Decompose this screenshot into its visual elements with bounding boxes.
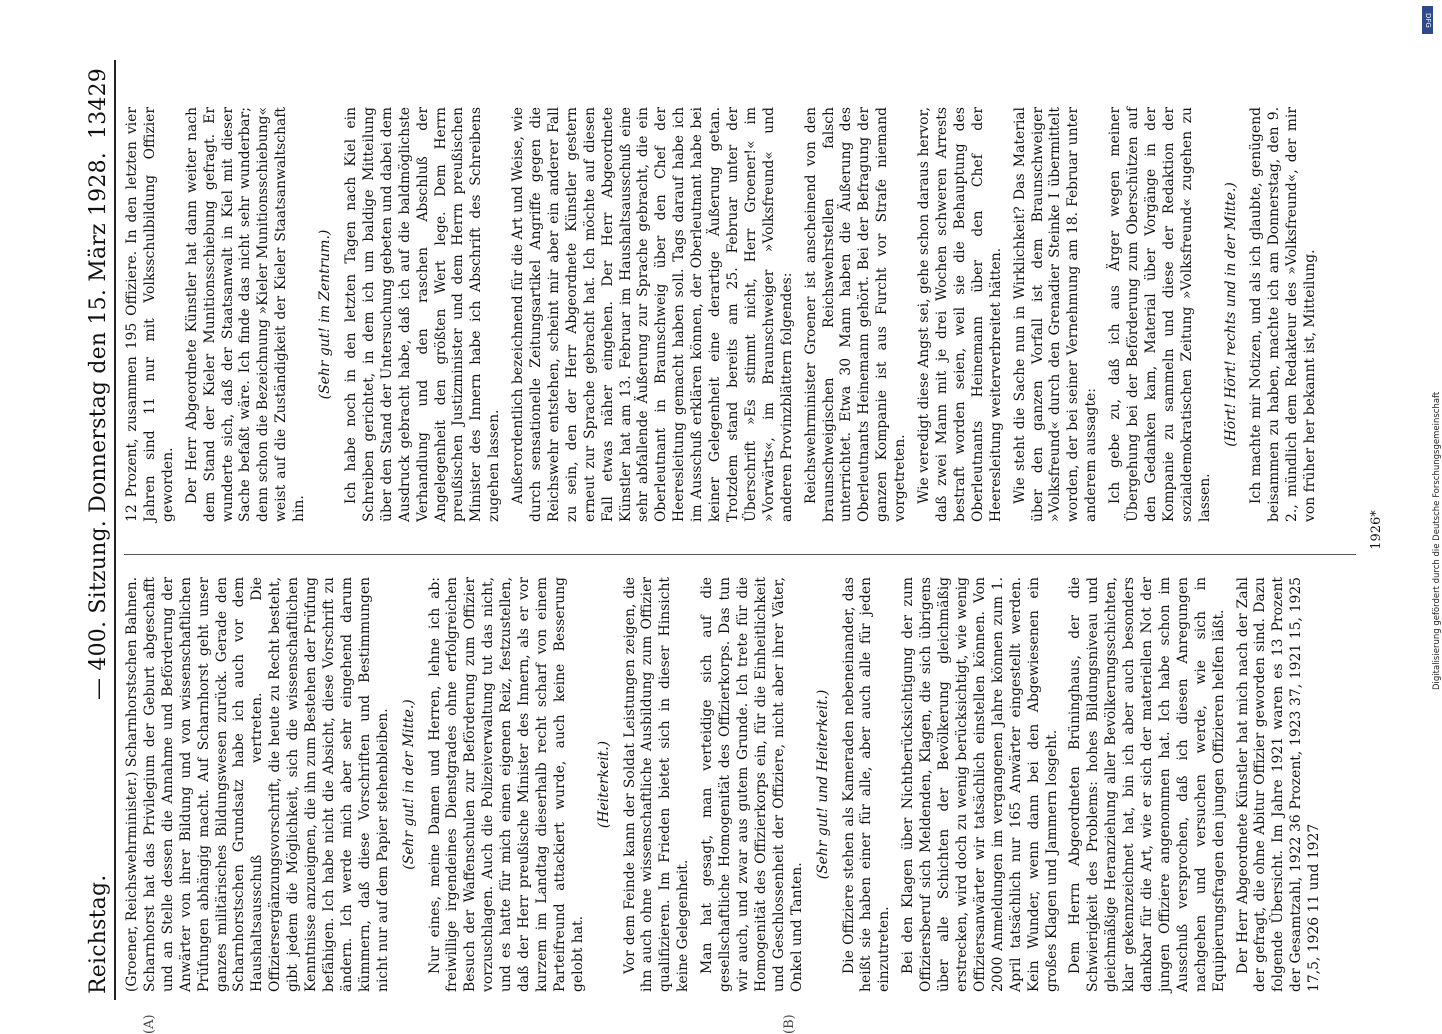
dfg-logo: DFG [1422,6,1433,34]
column-left [124,577,1362,992]
paragraph: Vor dem Feinde kann der Soldat Leistungen zeigen, die ihn auch ohne wissenschaftliche Ausbildung zum Offizier qualifizieren. Im Frieden bietet sich in dieser Hinsicht keine Gelegenheit. [621,577,692,992]
quotation: Reichswehrminister Groener ist anscheinend von den braunschweigischen Reichswehrstellen falsch unterrichtet. Etwa 30 Mann haben die Äußerung des Oberleutnants Heinemann gehört. Bei der Befragung der ganzen Kompanie ist aus Furcht vor Strafe niemand vorgetreten. [802,107,909,522]
page-header [82,60,116,1000]
paragraph: (Groener, Reichswehrminister.) Scharnhorstschen Bahnen. Scharnhorst hat das Privilegium der Geburt abgeschafft und an Stelle dessen die Annahme und Beförderung der Anwärter von ihrer Bildung und von wissenschaftlichen Prüfungen abhängig macht. Auf Scharnhorst geht unser ganzes militärisches Bildungswesen zurück. Gerade den Scharnhorstschen Grundsatz habe ich auch vor dem Haushaltsausschuß vertreten. Die Offiziersergänzungsvorschrift, die heute zu Recht besteht, gibt jedem die Möglichkeit, sich die wissenschaftlichen Kenntnisse anzueignen, die ihn zum Bestehen der Prüfung befähigen. Ich habe nicht die Absicht, diese Vorschrift zu ändern. Ich werde mich aber sehr eingehend darum kümmern, daß diese Vorschriften und Bestimmungen nicht nur auf dem Papier stehenbleiben. [124,577,391,992]
paragraph: Bei den Klagen über Nichtberücksichtigung der zum Offiziersberuf sich Meldenden, Klagen, die sich übrigens über alle Schichten der Bevölkerung gleichmäßig erstrecken, wird doch zu wenig berücksichtigt, wie wenig Offiziersanwärter wir tatsächlich einstellen können. Von 2000 Anmeldungen im vergangenen Jahre können zum 1. April tatsächlich nur 165 Anwärter eingestellt werden. Kein Wunder, wenn dann bei den Abgewiesenen ein großes Klagen und Jammern losgeht. [900,577,1060,992]
header-rule [114,60,116,1000]
quotation: Ich gebe zu, daß ich aus Ärger wegen meiner Übergehung bei der Beförderung zum Oberschützen auf den Gedanken kam, Material über Vorgänge in der Kompanie zu sammeln und diese der Redaktion der sozialdemokratischen Zeitung »Volksfreund« zugehen zu lassen. [1107,107,1213,522]
interjection: (Sehr gut! in der Mitte.) [400,699,417,870]
paragraph: Dem Herrn Abgeordneten Brüninghaus, der die Schwierigkeit des Problems: hohes Bildungsniveau und gleichmäßige Heranziehung aller Bevölkerungsschichten, klar gekennzeichnet hat, bin ich aber auch besonders dankbar für die Art, wie er sich der materiellen Not der jungen Offiziere angenommen hat. Ich habe schon im Ausschuß versprochen, daß ich diesen Anregungen nachgehen und versuchen werde, wie sich in Equipierungsfragen den jungen Offizieren helfen läßt. [1067,577,1227,992]
rotated-page [82,60,1384,1034]
margin-marker-b: (B) [782,1014,797,1034]
header-center: — 400. Sitzung. Donnerstag den 15. März 1928. [86,152,111,700]
quotation: Ich machte mir Notizen, und als ich glaubte, genügend beisammen zu haben, machte ich am Donnerstag, den 9. 2., mündlich dem Redakteur des »Volksfreund«, der mir von früher her bekannt ist, Mitteilung. [1248,107,1319,522]
paragraph: Außerordentlich bezeichnend für die Art und Weise, wie durch sensationelle Zeitungsartikel Angriffe gegen die Reichswehr entstehen, scheint mir aber ein anderer Fall zu sein, den der Herr Abgeordnete Künstler gestern erneut zur Sprache gebracht hat. Ich möchte auf diesen Fall etwas näher eingehen. Der Herr Abgeordnete Künstler hat am 13. Februar im Haushaltsausschuß eine sehr abfallende Äußerung zur Sprache gebracht, die ein Oberleutnant in Braunschweig über den Chef der Heeresleitung gemacht haben soll. Tags darauf habe ich im Ausschuß erklären können, der Oberleutnant habe bei keiner Gelegenheit eine derartige Äußerung getan. Trotzdem stand bereits am 25. Februar unter der Überschrift »Es stimmt nicht, Herr Groener!« im »Vorwärts«, im Braunschweiger »Volksfreund« und anderen Provinzblättern folgendes: [510,107,795,522]
paragraph: Der Herr Abgeordnete Künstler hat dann weiter nach dem Stand der Kieler Munitionsschiebung gefragt. Er wunderte sich, daß der Staatsanwalt in Kiel mit dieser Sache befaßt wäre. Ich finde das nicht sehr wunderbar; denn schon die Bezeichnung »Kieler Munitionsschiebung« weist auf die Zuständigkeit der Kieler Staatsanwaltschaft hin. [183,107,308,522]
credit-text: Digitalisierung gefördert durch die Deutsche Forschungsgemeinschaft [1432,391,1442,690]
interjection: (Heiterkeit.) [595,740,612,829]
page-number: 13429 [86,68,111,139]
paragraph: 12 Prozent, zusammen 195 Offiziere. In den letzten vier Jahren sind 11 nur mit Volksschulbildung Offizier geworden. [124,107,176,522]
paragraph: Nur eines, meine Damen und Herren, lehne ich ab: freiwillige irgendeines Dienstgrades ohne erfolgreichen Besuch der Waffenschulen zur Beförderung zum Offizier vorzuschlagen. Auch die Polizeiverwaltung tut das nicht, und es hatte für mich einen eigenen Reiz, festzustellen, daß der Herr preußische Minister des Innern, als er vor kurzem im Landtag dieserhalb recht scharf von einem Parteifreund attackiert wurde, auch keine Besserung gelobt hat. [426,577,586,992]
margin-marker-a: (A) [142,1014,157,1034]
paragraph: Die Offiziere stehen als Kameraden nebeneinander, das heißt sie haben einer für alle, aber auch alle für jeden einzutreten. [840,577,893,992]
paragraph: Wie steht die Sache nun in Wirklichkeit? Das Material über den ganzen Vorfall ist dem Braunschweiger »Volksfreund« durch den Grenadier Steinke I übermittelt worden, der bei seiner Vernehmung am 18. Februar unter anderem aussagte: [1011,107,1100,522]
paragraph: Ich habe noch in den letzten Tagen nach Kiel ein Schreiben gerichtet, in dem ich um baldige Mitteilung über den Stand der Untersuchung gebeten und dabei dem Ausdruck gebracht habe, daß ich auf die baldmöglichste Verhandlung und den raschen Abschluß der Angelegenheit den größten Wert lege. Dem Herrn preußischen Justizminister und dem Herrn preußischen Minister des Innern habe ich Abschrift des Schreibens zugehen lassen. [342,107,503,522]
paragraph: Man hat gesagt, man verteidige sich auf die gesellschaftliche Homogenität des Offizierkorps. Das tun wir auch, und zwar aus gutem Grunde. Ich trete für die Homogenität des Offizierkorps ein, für die Einheitlichkeit und Geschlossenheit der Offiziere, nicht aber ihrer Väter, Onkel und Tanten. [699,577,805,992]
page-footer: 1926* [1369,510,1384,550]
interjection: (Sehr gut! und Heiterkeit.) [814,689,831,880]
paragraph: Wie veredigt diese Angst sei, gehe schon daraus hervor, daß zwei Mann mit je drei Wochen schweren Arrests bestraft worden seien, weil sie die Behauptung des Oberleutnants Heinemann über den Chef der Heeresleitung weiterverbreitet hätten. [916,107,1004,522]
header-left: Reichstag. [86,874,111,994]
digitization-credit [1422,0,1442,1000]
interjection: (Sehr gut! im Zentrum.) [317,229,334,400]
interjection: (Hört! Hört! rechts und in der Mitte.) [1222,182,1239,447]
column-right [124,107,1362,522]
paragraph: Der Herr Abgeordnete Künstler hat mich nach der Zahl der gefragt, die ohne Abitur Offizier geworden sind. Dazu folgende Übersicht. Im Jahre 1921 waren es 13 Prozent der Gesamtzahl, 1922 36 Prozent, 1923 37, 1921 15, 1925 17,5, 1926 11 und 1927 [1234,577,1323,992]
column-divider [124,554,1356,555]
